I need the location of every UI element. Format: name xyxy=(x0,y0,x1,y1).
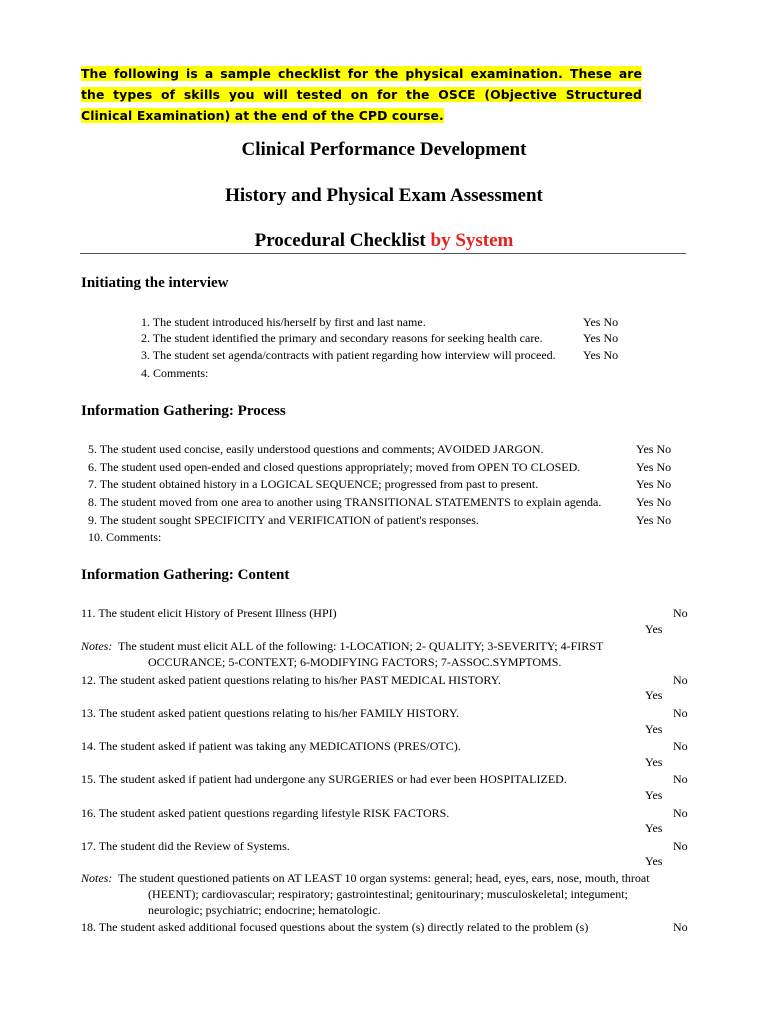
item-11: 11. The student elicit History of Present Illness (HPI) xyxy=(81,606,337,620)
item-14: 14. The student asked if patient was taking any MEDICATIONS (PRES/OTC). xyxy=(81,739,461,753)
item-17: 17. The student did the Review of Systems. xyxy=(81,839,290,853)
item-12-no: No xyxy=(673,673,688,687)
item-6-yes-no: Yes No xyxy=(636,460,672,474)
title-history-physical: History and Physical Exam Assessment xyxy=(225,185,543,206)
item-15-no: No xyxy=(673,772,688,786)
item-6: 6. The student used open-ended and closed questions appropriately; moved from OPEN TO CLOSED. xyxy=(88,460,581,474)
item-3-yes-no: Yes No xyxy=(583,348,619,362)
item-2-yes-no: Yes No xyxy=(583,331,619,345)
item-12: 12. The student asked patient questions relating to his/her PAST MEDICAL HISTORY. xyxy=(81,673,501,687)
item-12-yes: Yes xyxy=(645,688,663,702)
title-procedural-main: Procedural Checklist xyxy=(254,230,431,251)
item-10: 10. Comments: xyxy=(88,530,162,544)
item-1-yes-no: Yes No xyxy=(583,315,619,329)
item-15-yes: Yes xyxy=(645,788,663,802)
section-content-heading: Information Gathering: Content xyxy=(81,567,290,583)
item-16: 16. The student asked patient questions regarding lifestyle RISK FACTORS. xyxy=(81,806,450,820)
item-3: 3. The student set agenda/contracts with patient regarding how interview will proceed. xyxy=(141,348,556,362)
item-18-no: No xyxy=(673,920,688,934)
item-9-yes-no: Yes No xyxy=(636,513,672,527)
item-8-yes-no: Yes No xyxy=(636,495,672,509)
item-14-no: No xyxy=(673,739,688,753)
title-clinical-performance: Clinical Performance Development xyxy=(241,139,527,160)
notes-label-ros: Notes: xyxy=(81,871,113,885)
intro-highlight: The following is a sample checklist for the physical examination. These are the types of skills you will tested on for the OSCE (Objective Structured Clinical Examination) at the end of the CPD course. xyxy=(81,66,642,123)
title-divider xyxy=(80,253,686,254)
item-5-yes-no: Yes No xyxy=(636,442,672,456)
item-9: 9. The student sought SPECIFICITY and VERIFICATION of patient's responses. xyxy=(88,513,479,527)
notes-hpi: The student must elicit ALL of the following: 1-LOCATION; 2- QUALITY; 3-SEVERITY; 4-FIRST OCCURANCE; 5-CONTEXT; 6-MODIFYING FACTORS; 7-ASSOC.SYMPTOMS. xyxy=(118,639,604,669)
section-process-heading: Information Gathering: Process xyxy=(81,403,286,419)
item-13-no: No xyxy=(673,706,688,720)
item-1: 1. The student introduced his/herself by first and last name. xyxy=(141,315,426,329)
item-7-yes-no: Yes No xyxy=(636,477,672,491)
item-13: 13. The student asked patient questions relating to his/her FAMILY HISTORY. xyxy=(81,706,460,720)
item-14-yes: Yes xyxy=(645,755,663,769)
item-8: 8. The student moved from one area to another using TRANSITIONAL STATEMENTS to explain agenda. xyxy=(88,495,602,509)
item-17-no: No xyxy=(673,839,688,853)
title-by-system: by System xyxy=(430,230,514,251)
item-11-yes: Yes xyxy=(645,622,663,636)
item-5: 5. The student used concise, easily understood questions and comments; AVOIDED JARGON. xyxy=(88,442,544,456)
item-18: 18. The student asked additional focused questions about the system (s) directly related to the problem (s) xyxy=(81,920,589,934)
item-7: 7. The student obtained history in a LOGICAL SEQUENCE; progressed from past to present. xyxy=(88,477,539,491)
item-15: 15. The student asked if patient had undergone any SURGERIES or had ever been HOSPITALIZED. xyxy=(81,772,567,786)
item-11-no: No xyxy=(673,606,688,620)
item-13-yes: Yes xyxy=(645,722,663,736)
title-procedural-checklist xyxy=(0,230,768,252)
notes-label-hpi: Notes: xyxy=(81,639,113,653)
notes-ros: The student questioned patients on AT LEAST 10 organ systems: general; head, eyes, ears, nose, mouth, throat (HEENT); cardiovascular; respiratory; gastrointestinal; genitourinary; musculoskeletal; integument; neurologic; psychiatric; endocrine; hematologic. xyxy=(118,871,650,917)
item-17-yes: Yes xyxy=(645,854,663,868)
item-4: 4. Comments: xyxy=(141,366,209,380)
item-16-yes: Yes xyxy=(645,821,663,835)
item-2: 2. The student identified the primary and secondary reasons for seeking health care. xyxy=(141,331,543,345)
intro-note xyxy=(81,63,642,126)
section-initiating-heading: Initiating the interview xyxy=(81,275,229,291)
item-16-no: No xyxy=(673,806,688,820)
